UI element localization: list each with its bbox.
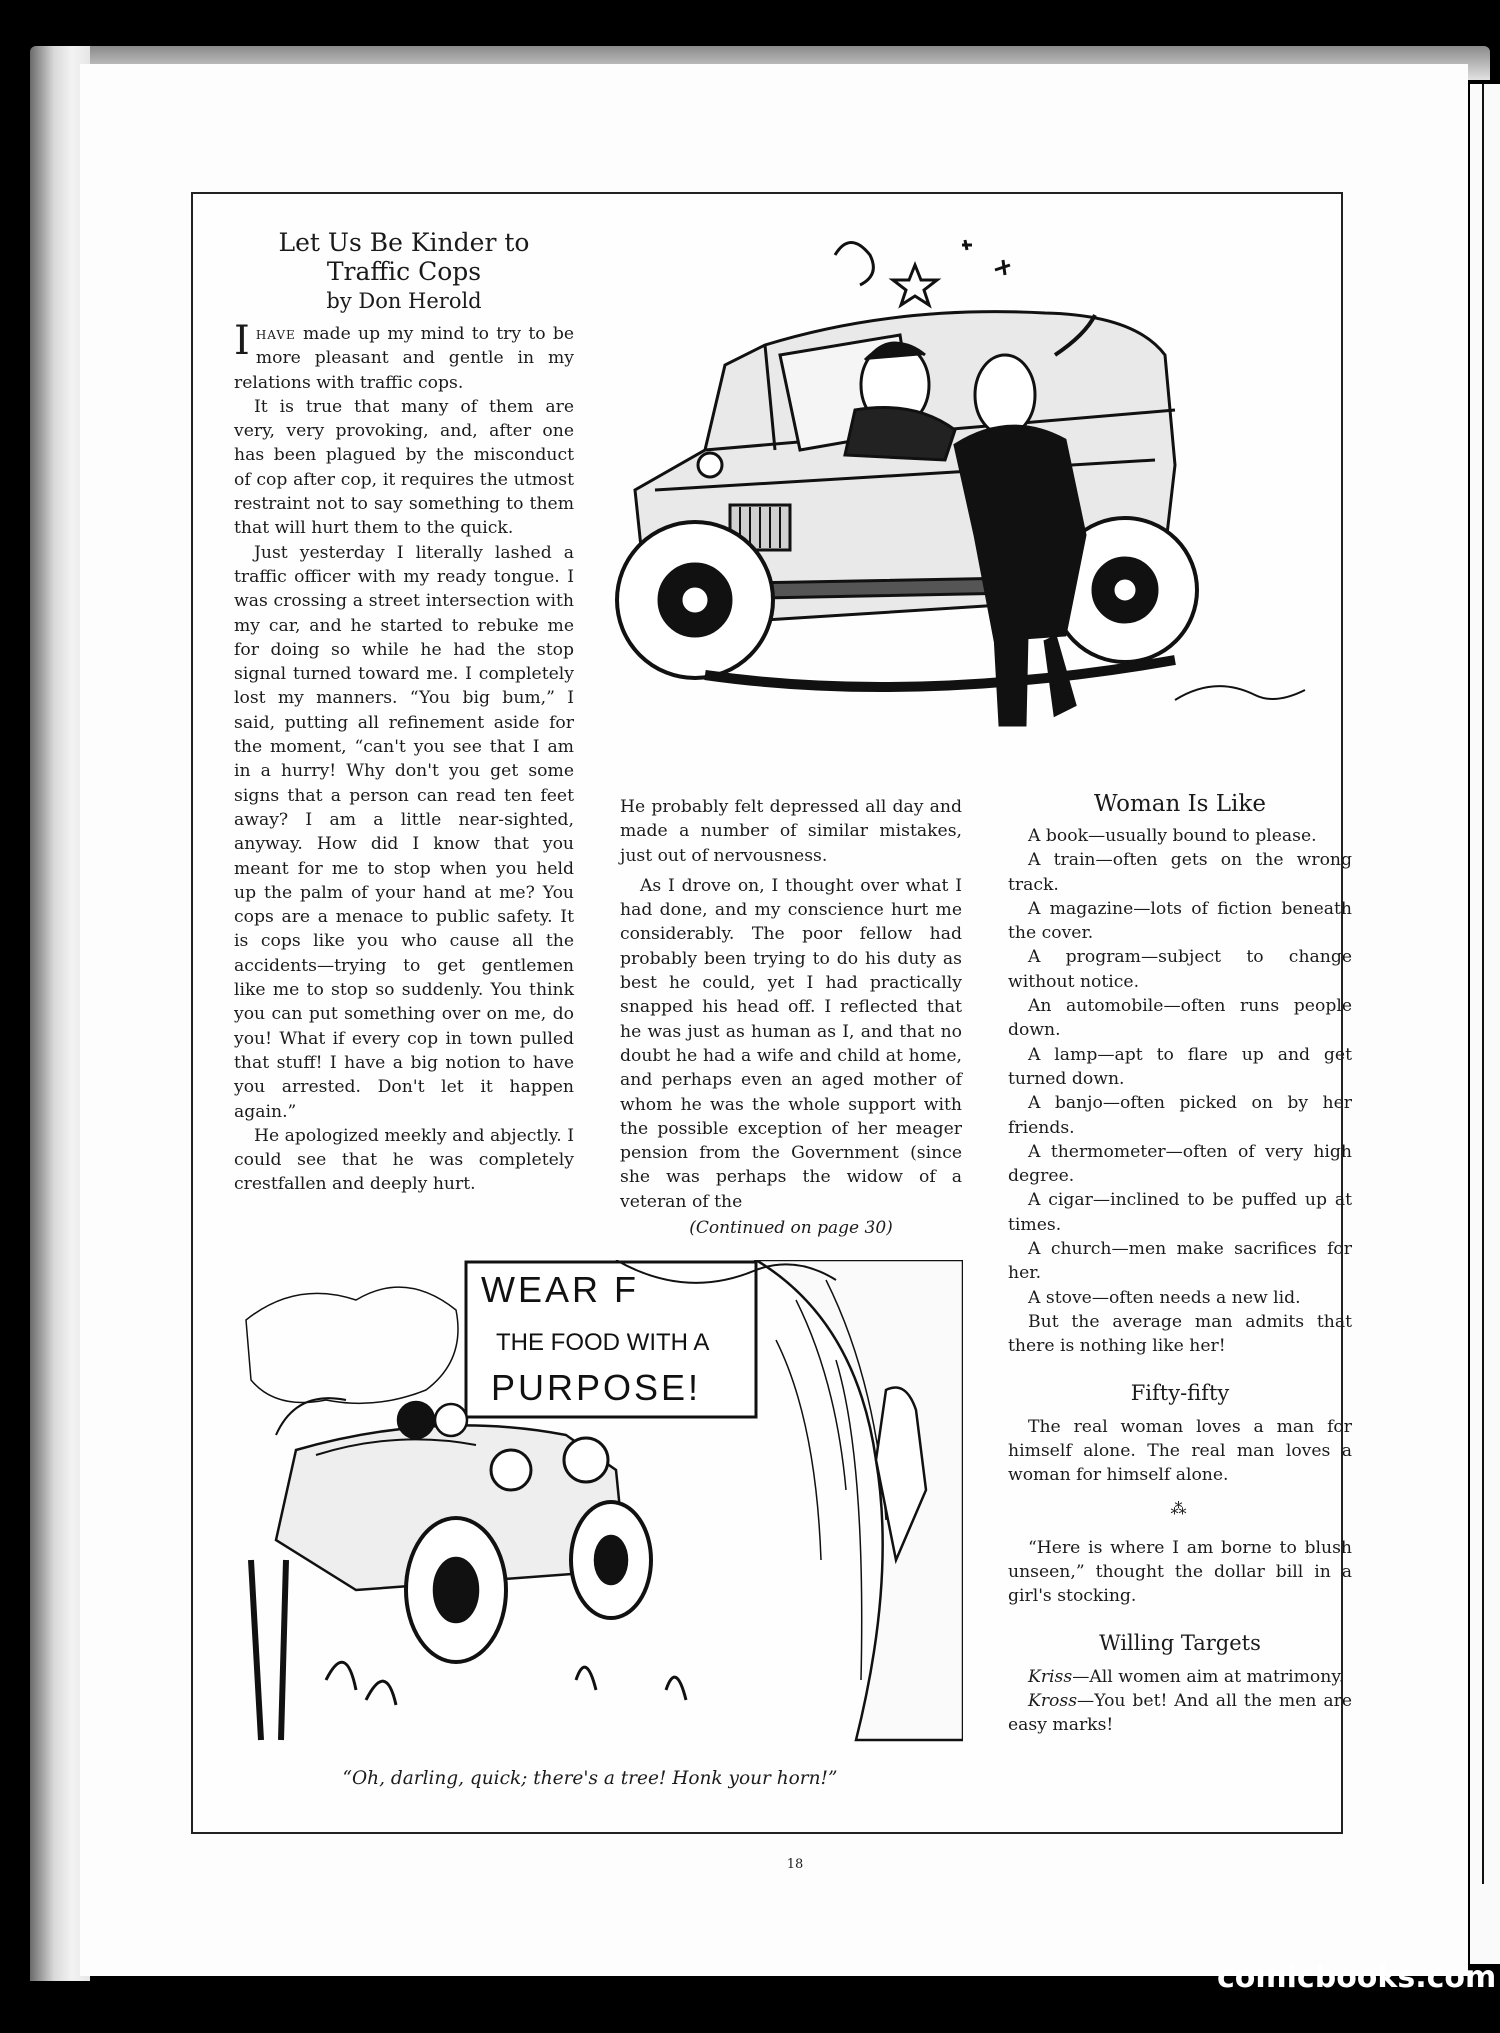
woman-item: A church—men make sacrifices for her. (1008, 1239, 1352, 1284)
speaker-kriss: Kriss (1028, 1666, 1073, 1687)
article-paragraph-4: He apologized meekly and abjectly. I could see that he was completely crestfallen and deeply hurt. (234, 1125, 574, 1195)
woman-title: Woman Is Like (1094, 791, 1266, 817)
speaker-kross: Kross (1028, 1690, 1078, 1711)
article-paragraph-5: He probably felt depressed all day and made a number of similar mistakes, just out of nervousness. (620, 797, 962, 866)
article-column-1 (234, 228, 574, 1197)
woman-item: A program—subject to change without notice. (1008, 947, 1352, 992)
willing-line-2 (1008, 1689, 1352, 1738)
willing-targets-title: Willing Targets (1099, 1630, 1261, 1655)
cartoon-car-and-cop (615, 235, 1325, 755)
sidebar-column (1008, 790, 1352, 1738)
woman-item: A cigar—inclined to be puffed up at times. (1008, 1190, 1352, 1235)
woman-item: A train—often gets on the wrong track. (1008, 850, 1352, 895)
article-title-line1: Let Us Be Kinder to (278, 228, 530, 257)
woman-item: A book—usually bound to please. (1028, 826, 1317, 846)
woman-item: A stove—often needs a new lid. (1028, 1287, 1301, 1308)
woman-item: A banjo—often picked on by her friends. (1008, 1093, 1352, 1138)
article-byline: by Don Herold (326, 289, 482, 313)
willing-line-1-text: —All women aim at matrimony. (1072, 1666, 1345, 1687)
article-column-2 (620, 795, 962, 1240)
article-title (234, 228, 574, 286)
fifty-fifty-title: Fifty-fifty (1130, 1380, 1230, 1405)
page-number: 18 (786, 1857, 804, 1872)
blush-joke: “Here is where I am borne to blush unseen,” thought the dollar bill in a girl's stocking. (1008, 1537, 1352, 1607)
willing-line-1 (1008, 1665, 1352, 1689)
article-title-line2: Traffic Cops (326, 257, 482, 286)
article-paragraph-6: As I drove on, I thought over what I had done, and my conscience hurt me considerably. The poor fellow had probably been trying to do his duty as best he could, yet I had practically snapped his head off. I reflected that he was just as human as I, and that no doubt he had a wife and child at home, and perhaps even an aged mother of whom he was the whole support with the possible exception of her meager pension from the Government (since she was perhaps the widow of a veteran of the (620, 875, 962, 1212)
woman-item: A magazine—lots of fiction beneath the cover. (1008, 898, 1352, 944)
woman-item: A lamp—apt to flare up and get turned down. (1008, 1044, 1352, 1089)
drop-cap: I (234, 318, 250, 364)
cartoon-caption: “Oh, darling, quick; there's a tree! Honk your horn!” (342, 1768, 838, 1789)
article-paragraph-1 (234, 318, 574, 395)
article-paragraph-1-text: made up my mind to try to be more pleasant and gentle in my relations with traffic cops. (234, 324, 574, 393)
billboard-line-1: WEAR F (481, 1269, 639, 1310)
ornament-dots: ⁂ (1170, 1499, 1190, 1519)
small-caps-opening: have (255, 324, 296, 344)
cartoon-car-and-tree (236, 1260, 963, 1770)
fifty-fifty-text: The real woman loves a man for himself alone. The real man loves a woman for himself alone. (1008, 1416, 1352, 1486)
woman-conclusion: But the average man admits that there is nothing like her! (1008, 1311, 1352, 1357)
billboard-line-3: PURPOSE! (491, 1367, 702, 1408)
watermark: comicbooks.com (1217, 1960, 1497, 1995)
woman-item: A thermometer—often of very high degree. (1008, 1141, 1352, 1187)
article-paragraph-3: Just yesterday I literally lashed a traffic officer with my ready tongue. I was crossing a street intersection with my car, and he started to rebuke me for doing so while he had the stop signal turned toward me. I completely lost my manners. “You big bum,” I said, putting all refinement aside for the moment, “can't you see that I am in a hurry! Why don't you get some signs that a person can read ten feet away? I am a little near-sighted, anyway. How did I know that you meant for me to stop when you held up the palm of your hand at me? You cops are a menace to public safety. It is cops like you who cause all the accidents—trying to get gentlemen like me to stop so suddenly. You think you can put something over on me, do you! What if every cop in town pulled that stuff! I have a big notion to have you arrested. Don't let it happen again.” (234, 542, 574, 1122)
facing-page-edge (1470, 84, 1500, 1964)
billboard-line-2: THE FOOD WITH A (496, 1329, 710, 1356)
willing-line-2-text: —You bet! And all the men are easy marks! (1008, 1690, 1352, 1736)
continued-note: (Continued on page 30) (689, 1218, 893, 1239)
article-paragraph-2: It is true that many of them are very, very provoking, and, after one has been plagued by the misconduct of cop after cop, it requires the utmost restraint not to say something to them that will hurt them to the quick. (234, 396, 574, 539)
woman-item: An automobile—often runs people down. (1008, 996, 1352, 1041)
